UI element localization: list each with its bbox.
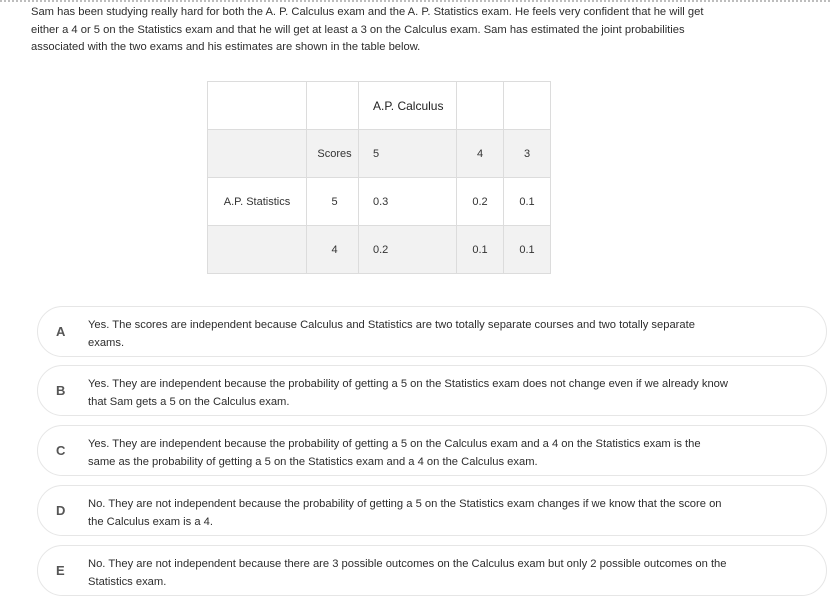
calculus-column-header: A.P. Calculus [359,82,457,130]
statistics-score: 4 [307,226,359,274]
table-cell [208,130,307,178]
answer-choice-b[interactable] [37,365,827,416]
choice-letter: A [56,324,66,339]
probability-cell: 0.2 [457,178,504,226]
answer-choice-c[interactable] [37,425,827,476]
choice-text: Yes. They are independent because the probability of getting a 5 on the Calculus exam and a 4 on the Statistics exam is the same as the probability of getting a 5 on the Statistics exam and a 4 on the Calculus exam. [88,438,701,468]
table-cell [307,82,359,130]
probability-cell: 0.1 [457,226,504,274]
answer-choice-d[interactable] [37,485,827,536]
probability-cell: 0.1 [504,178,551,226]
scores-label: Scores [307,130,359,178]
calculus-score: 3 [504,130,551,178]
table-cell [208,82,307,130]
answer-choice-e[interactable] [37,545,827,596]
choice-letter: C [56,443,66,458]
top-divider [0,0,832,2]
choice-text: No. They are not independent because the probability of getting a 5 on the Statistics exam changes if we know that the score on the Calculus exam is a 4. [88,498,722,528]
table-cell [504,82,551,130]
table-row [208,82,551,130]
answer-choice-a[interactable] [37,306,827,357]
table-cell [457,82,504,130]
probability-cell: 0.2 [359,226,457,274]
probability-cell: 0.3 [359,178,457,226]
choice-text: No. They are not independent because there are 3 possible outcomes on the Calculus exam but only 2 possible outcomes on the Statistics exam. [88,558,727,588]
statistics-row-header: A.P. Statistics [208,178,307,226]
probability-cell: 0.1 [504,226,551,274]
table-row [208,130,551,178]
statistics-score: 5 [307,178,359,226]
choice-text: Yes. The scores are independent because Calculus and Statistics are two totally separate courses and two totally separate exams. [88,319,695,349]
table-row [208,178,551,226]
question-prompt: Sam has been studying really hard for both the A. P. Calculus exam and the A. P. Statistics exam. He feels very confident that he will get either a 4 or 5 on the Statistics exam and that he will get at least a 3 on the Calculus exam. Sam has estimated the joint probabilities associated with the two exams and his estimates are shown in the table below. [31,6,704,53]
choice-letter: E [56,563,65,578]
calculus-score: 4 [457,130,504,178]
joint-probability-table [207,81,551,274]
table-row [208,226,551,274]
choice-text: Yes. They are independent because the probability of getting a 5 on the Statistics exam does not change even if we already know that Sam gets a 5 on the Calculus exam. [88,378,728,408]
table-cell [208,226,307,274]
choice-letter: B [56,383,66,398]
choice-letter: D [56,503,66,518]
calculus-score: 5 [359,130,457,178]
